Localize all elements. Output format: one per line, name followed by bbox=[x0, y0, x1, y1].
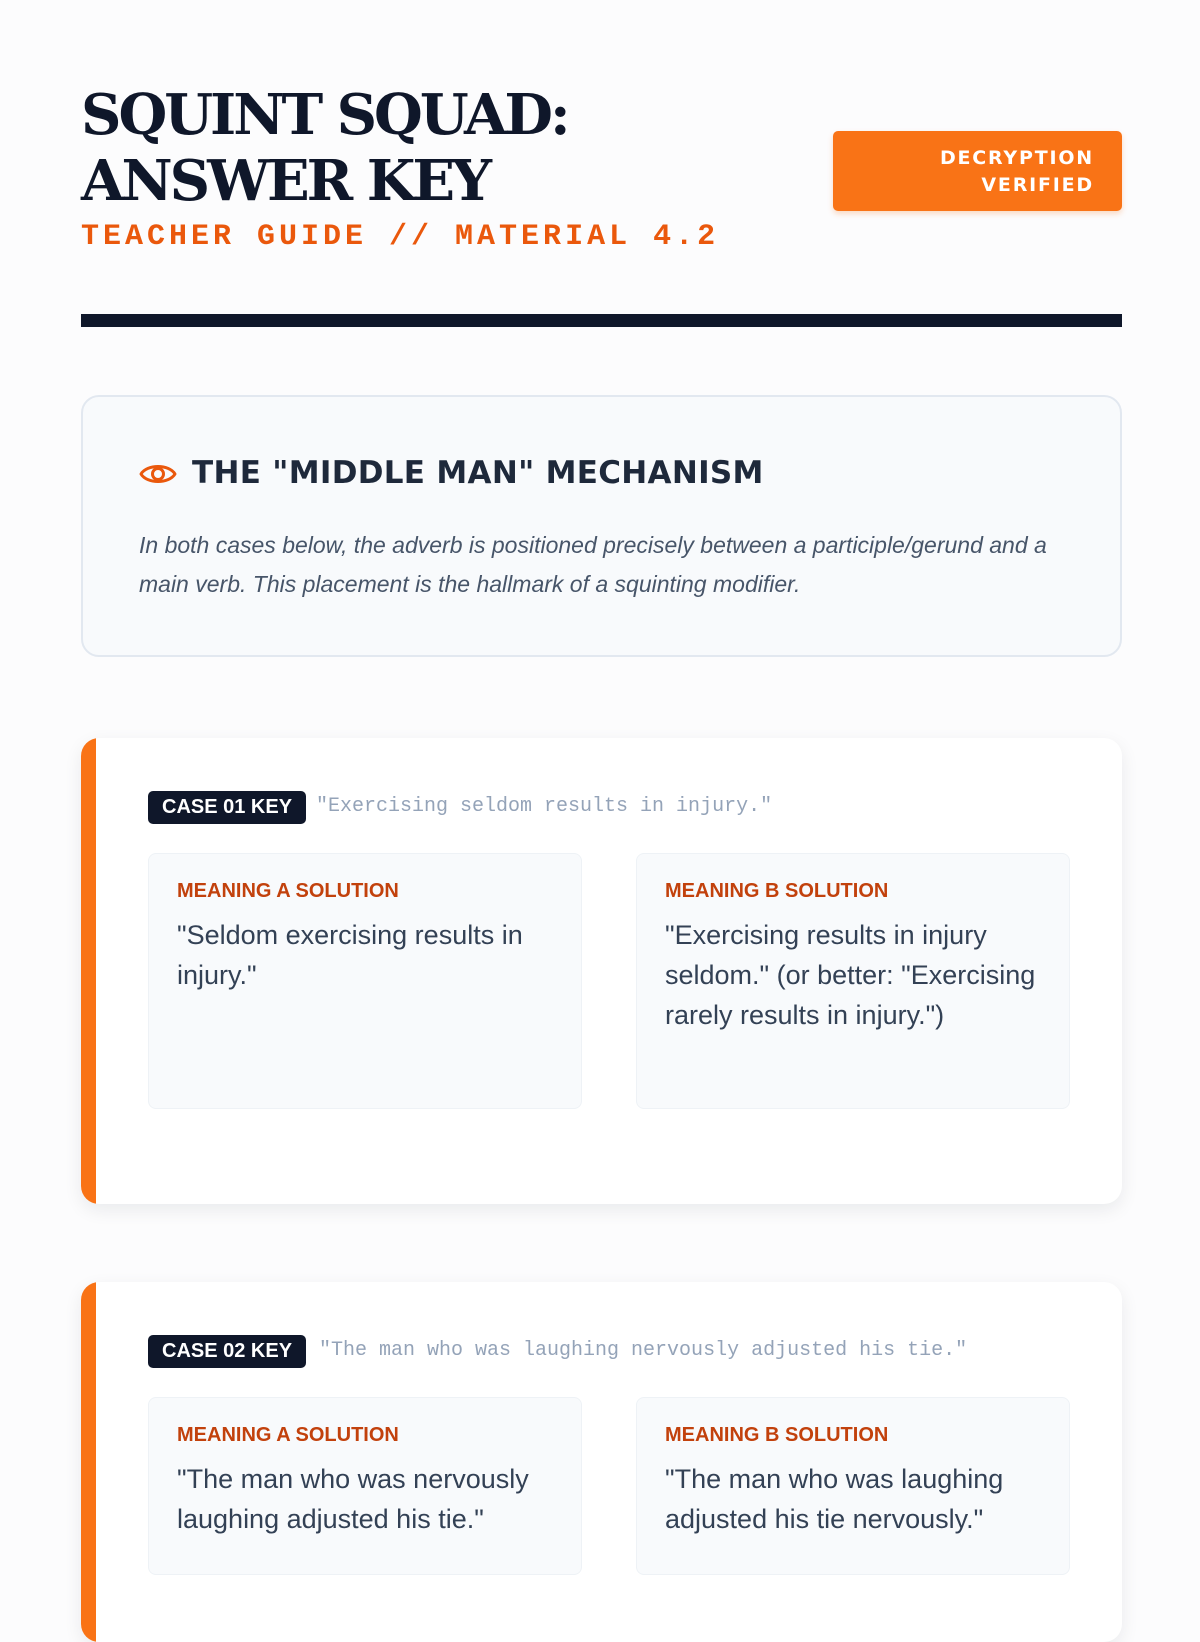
meaning-a-text: "The man who was nervously laughing adjusted his tie." bbox=[177, 1464, 529, 1534]
eye-icon bbox=[139, 461, 177, 487]
meaning-a-label: MEANING A SOLUTION bbox=[177, 880, 399, 902]
case-accent-bar bbox=[81, 1282, 96, 1642]
badge-line-2: VERIFIED bbox=[981, 174, 1094, 196]
meaning-a-label: MEANING A SOLUTION bbox=[177, 1424, 399, 1446]
case-badge: CASE 01 KEY bbox=[148, 791, 306, 824]
mechanism-title: THE "MIDDLE MAN" MECHANISM bbox=[192, 455, 764, 491]
decryption-verified-badge bbox=[833, 131, 1122, 211]
meaning-b-panel bbox=[636, 1397, 1070, 1575]
mechanism-description: In both cases below, the adverb is positioned precisely between a participle/gerund and a main verb. This placement is the hallmark of a squinting modifier. bbox=[139, 532, 1047, 597]
badge-line-1: DECRYPTION bbox=[939, 147, 1094, 169]
page-subtitle: TEACHER GUIDE // MATERIAL 4.2 bbox=[81, 220, 720, 254]
page-title: SQUINT SQUAD: ANSWER KEY bbox=[81, 82, 568, 214]
meaning-b-text: "The man who was laughing adjusted his tie nervously." bbox=[665, 1464, 1004, 1534]
meaning-b-panel bbox=[636, 853, 1070, 1109]
page-header bbox=[81, 82, 1122, 252]
case-sentence: "The man who was laughing nervously adjusted his tie." bbox=[319, 1339, 968, 1362]
case-accent-bar bbox=[81, 738, 96, 1204]
meaning-a-text: "Seldom exercising results in injury." bbox=[177, 920, 523, 990]
case-badge: CASE 02 KEY bbox=[148, 1335, 306, 1368]
case-card bbox=[81, 738, 1122, 1204]
header-divider bbox=[81, 314, 1122, 327]
meaning-b-text: "Exercising results in injury seldom." (or better: "Exercising rarely results in injury.") bbox=[665, 920, 1036, 1030]
meaning-a-panel bbox=[148, 853, 582, 1109]
mechanism-info-box bbox=[81, 395, 1122, 657]
meaning-b-label: MEANING B SOLUTION bbox=[665, 880, 889, 902]
case-sentence: "Exercising seldom results in injury." bbox=[316, 795, 773, 818]
meaning-b-label: MEANING B SOLUTION bbox=[665, 1424, 889, 1446]
case-card bbox=[81, 1282, 1122, 1642]
meaning-a-panel bbox=[148, 1397, 582, 1575]
